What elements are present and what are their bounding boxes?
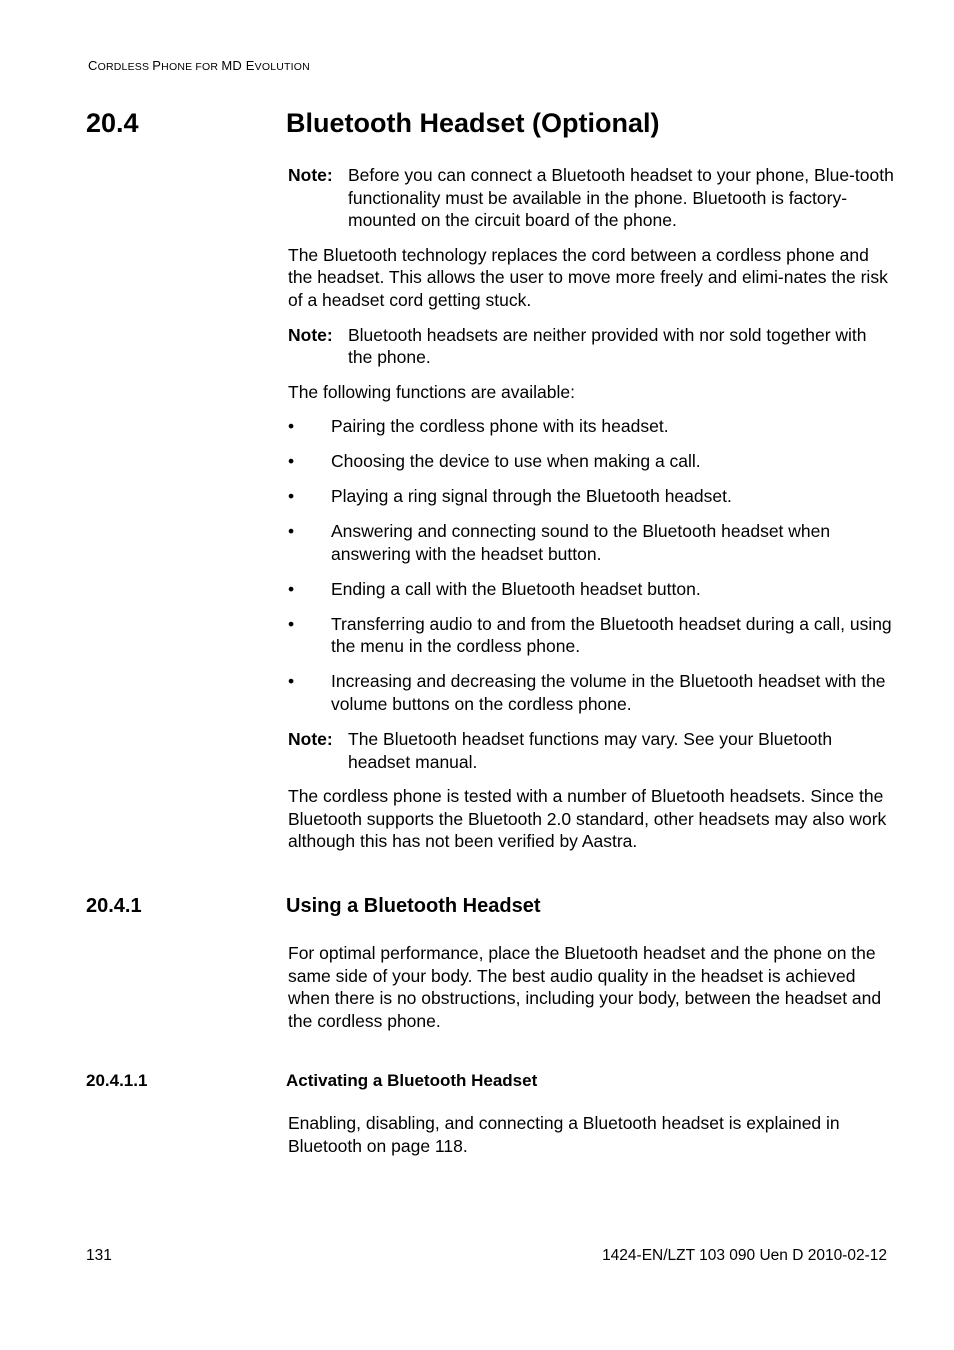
note-text: The Bluetooth headset functions may vary. See your Bluetooth headset manual.	[348, 729, 833, 772]
list-item-text: Pairing the cordless phone with its headset.	[331, 416, 669, 437]
subsection-number: 20.4.1	[86, 895, 142, 917]
list-item	[288, 485, 894, 508]
subsection-body	[288, 942, 894, 1044]
list-item-text: Increasing and decreasing the volume in the Bluetooth headset with the volume buttons on the cordless phone.	[331, 671, 886, 715]
functions-list	[288, 415, 894, 715]
list-item	[288, 450, 894, 473]
compatibility-paragraph: The cordless phone is tested with a number of Bluetooth headsets. Since the Bluetooth supports the Bluetooth 2.0 standard, other headsets may also work although this has not been verified by Aastra.	[288, 786, 887, 852]
bullet-glyph: •	[288, 451, 295, 472]
running-header-part: ORDLESS	[97, 61, 153, 73]
activation-paragraph: Enabling, disabling, and connecting a Bluetooth headset is explained in Bluetooth on page 118.	[288, 1113, 840, 1156]
note-functions-vary	[288, 728, 894, 773]
list-item	[288, 613, 894, 658]
note-label: Note:	[288, 165, 333, 185]
running-header-part: VOLUTION	[254, 61, 310, 73]
subsubsection-number: 20.4.1.1	[86, 1071, 148, 1090]
note-not-provided	[288, 324, 894, 369]
list-item	[288, 670, 894, 715]
list-item-text: Transferring audio to and from the Bluetooth headset during a call, using the menu in the cordless phone.	[331, 613, 892, 657]
list-item	[288, 415, 894, 438]
running-header	[88, 58, 310, 73]
bullet-glyph: •	[288, 486, 295, 507]
document-id: 1424-EN/LZT 103 090 Uen D 2010-02-12	[602, 1247, 887, 1264]
list-item-text: Playing a ring signal through the Bluetooth headset.	[331, 486, 732, 507]
usage-paragraph: For optimal performance, place the Bluetooth headset and the phone on the same side of your body. The best audio quality in the headset is achieved when there is no obstructions, including your body, between the headset and the cordless phone.	[288, 943, 882, 1031]
page-number: 131	[86, 1247, 112, 1264]
subsection-title: Using a Bluetooth Headset	[286, 895, 541, 917]
section-body	[288, 164, 894, 865]
note-text: Bluetooth headsets are neither provided with nor sold together with the phone.	[348, 324, 867, 368]
list-item-text: Choosing the device to use when making a call.	[331, 451, 701, 472]
functions-intro: The following functions are available:	[288, 381, 575, 402]
running-header-part: HONE FOR	[161, 61, 222, 73]
note-text: Before you can connect a Bluetooth headset to your phone, Blue-tooth functionality must be available in the phone. Bluetooth is factory-mounted on the circuit board of the phone.	[348, 165, 894, 231]
list-item-text: Answering and connecting sound to the Bluetooth headset when answering with the headset button.	[331, 521, 831, 564]
subsubsection-body	[288, 1112, 894, 1169]
bullet-glyph: •	[288, 613, 295, 634]
note-label: Note:	[288, 729, 333, 750]
running-header-part: P	[152, 58, 162, 73]
list-item	[288, 578, 894, 601]
intro-paragraph: The Bluetooth technology replaces the cord between a cordless phone and the headset. This allows the user to move more freely and elimi-nates the risk of a headset cord getting stuck.	[288, 244, 888, 310]
note-label: Note:	[288, 324, 333, 345]
list-item-text: Ending a call with the Bluetooth headset button.	[331, 578, 701, 599]
bullet-glyph: •	[288, 416, 295, 437]
note-connect-requirements	[288, 164, 894, 232]
section-title: Bluetooth Headset (Optional)	[286, 108, 660, 138]
bullet-glyph: •	[288, 578, 295, 599]
running-header-part: C	[88, 58, 98, 73]
section-number: 20.4	[86, 108, 139, 138]
bullet-glyph: •	[288, 671, 295, 692]
list-item	[288, 520, 894, 565]
bullet-glyph: •	[288, 521, 295, 542]
subsubsection-title: Activating a Bluetooth Headset	[286, 1071, 538, 1090]
running-header-part: MD E	[221, 58, 255, 73]
